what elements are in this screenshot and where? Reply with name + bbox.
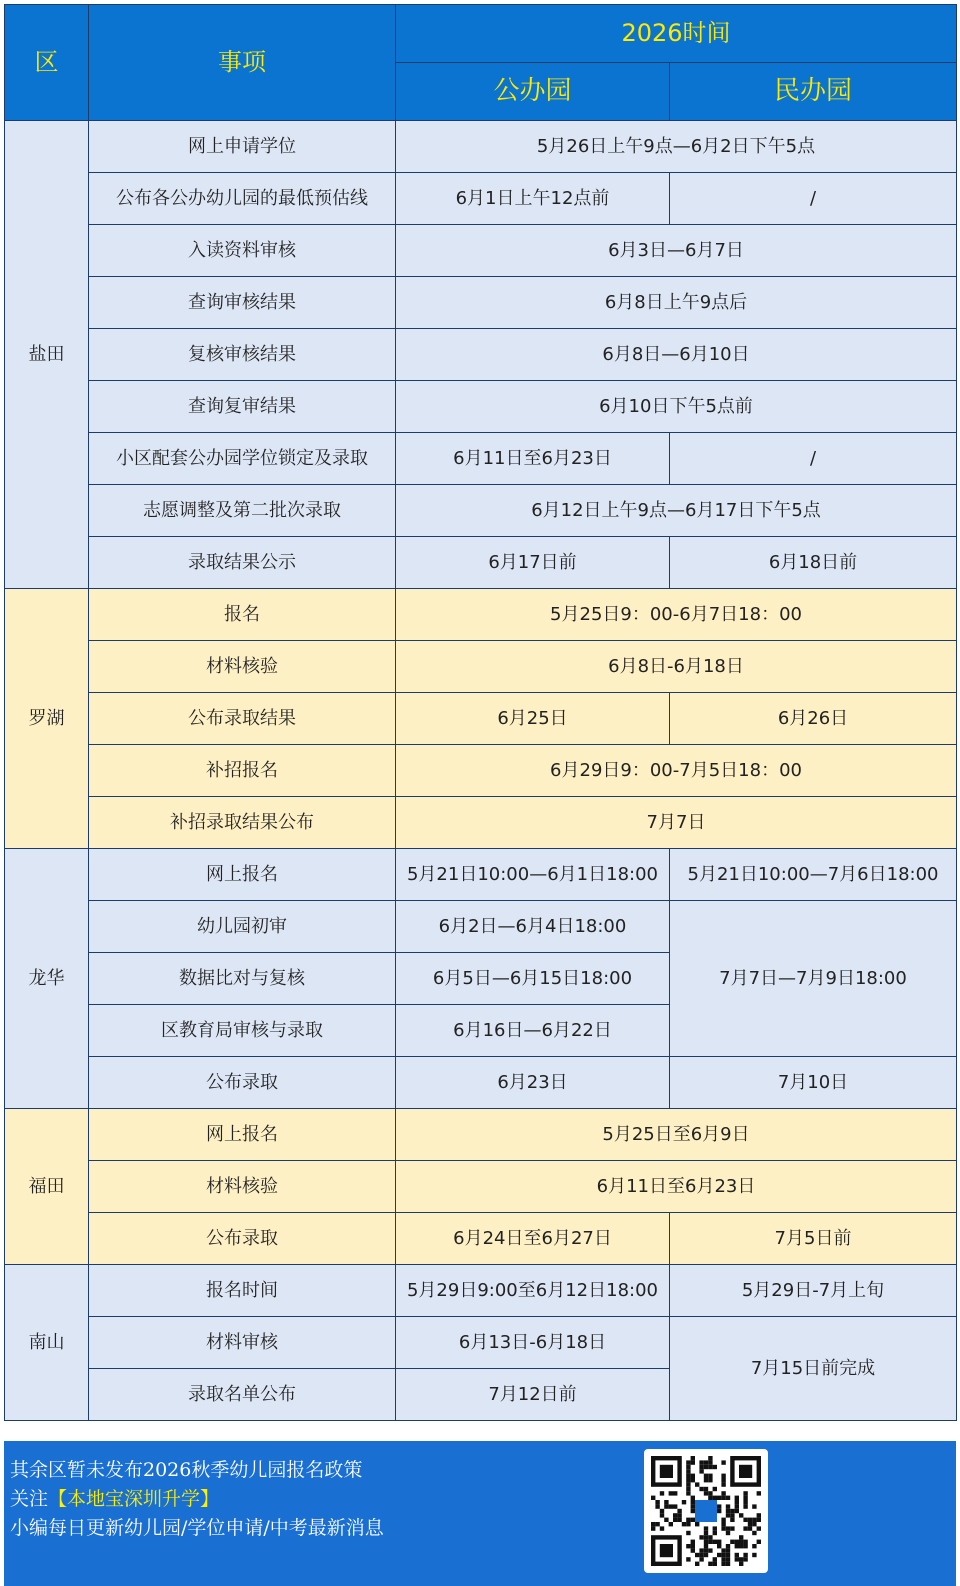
time-both-cell: 5月25日至6月9日 xyxy=(396,1109,957,1161)
header-item: 事项 xyxy=(89,5,396,121)
time-private-cell: 6月18日前 xyxy=(670,537,957,589)
header-private: 民办园 xyxy=(670,63,957,121)
footer-follow-prefix: 关注 xyxy=(10,1488,49,1510)
time-private-cell: 5月29日-7月上旬 xyxy=(670,1265,957,1317)
footer-banner xyxy=(4,1441,956,1586)
item-cell: 报名 xyxy=(89,589,396,641)
header-district: 区 xyxy=(5,5,89,121)
time-public-cell: 7月12日前 xyxy=(396,1369,670,1421)
item-cell: 复核审核结果 xyxy=(89,329,396,381)
time-both-cell: 6月8日—6月10日 xyxy=(396,329,957,381)
district-yantian: 盐田 xyxy=(5,121,89,589)
time-both-cell: 6月10日下午5点前 xyxy=(396,381,957,433)
item-cell: 公布录取 xyxy=(89,1213,396,1265)
time-public-cell: 6月25日 xyxy=(396,693,670,745)
time-both-cell: 6月29日9：00-7月5日18：00 xyxy=(396,745,957,797)
schedule-table xyxy=(4,4,957,1421)
item-cell: 数据比对与复核 xyxy=(89,953,396,1005)
time-private-cell: 6月26日 xyxy=(670,693,957,745)
time-public-cell: 6月1日上午12点前 xyxy=(396,173,670,225)
item-cell: 公布各公办幼儿园的最低预估线 xyxy=(89,173,396,225)
district-futian: 福田 xyxy=(5,1109,89,1265)
time-public-cell: 5月29日9:00至6月12日18:00 xyxy=(396,1265,670,1317)
qr-code-icon xyxy=(644,1449,768,1573)
item-cell: 录取结果公示 xyxy=(89,537,396,589)
time-public-cell: 6月17日前 xyxy=(396,537,670,589)
time-both-cell: 6月12日上午9点—6月17日下午5点 xyxy=(396,485,957,537)
item-cell: 补招录取结果公布 xyxy=(89,797,396,849)
footer-follow xyxy=(10,1484,219,1511)
time-public-cell: 6月16日—6月22日 xyxy=(396,1005,670,1057)
item-cell: 补招报名 xyxy=(89,745,396,797)
time-public-cell: 5月21日10:00—6月1日18:00 xyxy=(396,849,670,901)
time-public-cell: 6月24日至6月27日 xyxy=(396,1213,670,1265)
time-both-cell: 6月11日至6月23日 xyxy=(396,1161,957,1213)
item-cell: 材料审核 xyxy=(89,1317,396,1369)
item-cell: 公布录取结果 xyxy=(89,693,396,745)
item-cell: 录取名单公布 xyxy=(89,1369,396,1421)
footer-update-note: 小编每日更新幼儿园/学位申请/中考最新消息 xyxy=(10,1517,384,1539)
item-cell: 区教育局审核与录取 xyxy=(89,1005,396,1057)
time-public-cell: 6月23日 xyxy=(396,1057,670,1109)
time-private-cell: / xyxy=(670,173,957,225)
footer-account-name: 【本地宝深圳升学】 xyxy=(48,1488,220,1510)
time-private-merged-cell: 7月7日—7月9日18:00 xyxy=(670,901,957,1057)
header-time-group: 2026时间 xyxy=(396,5,957,63)
time-private-cell: 5月21日10:00—7月6日18:00 xyxy=(670,849,957,901)
footer-notice: 其余区暂未发布2026秋季幼儿园报名政策 xyxy=(10,1459,363,1481)
time-private-merged-cell: 7月15日前完成 xyxy=(670,1317,957,1421)
time-private-cell: 7月10日 xyxy=(670,1057,957,1109)
item-cell: 网上申请学位 xyxy=(89,121,396,173)
time-public-cell: 6月5日—6月15日18:00 xyxy=(396,953,670,1005)
time-both-cell: 6月8日上午9点后 xyxy=(396,277,957,329)
item-cell: 网上报名 xyxy=(89,1109,396,1161)
district-nanshan: 南山 xyxy=(5,1265,89,1421)
item-cell: 幼儿园初审 xyxy=(89,901,396,953)
item-cell: 查询复审结果 xyxy=(89,381,396,433)
item-cell: 材料核验 xyxy=(89,641,396,693)
time-both-cell: 7月7日 xyxy=(396,797,957,849)
item-cell: 查询审核结果 xyxy=(89,277,396,329)
time-public-cell: 6月2日—6月4日18:00 xyxy=(396,901,670,953)
item-cell: 小区配套公办园学位锁定及录取 xyxy=(89,433,396,485)
time-public-cell: 6月13日-6月18日 xyxy=(396,1317,670,1369)
qr-code-graphic xyxy=(644,1449,768,1573)
time-both-cell: 6月8日-6月18日 xyxy=(396,641,957,693)
time-both-cell: 5月26日上午9点—6月2日下午5点 xyxy=(396,121,957,173)
header-public: 公办园 xyxy=(396,63,670,121)
item-cell: 志愿调整及第二批次录取 xyxy=(89,485,396,537)
district-luohu: 罗湖 xyxy=(5,589,89,849)
time-private-cell: 7月5日前 xyxy=(670,1213,957,1265)
item-cell: 网上报名 xyxy=(89,849,396,901)
item-cell: 入读资料审核 xyxy=(89,225,396,277)
time-private-cell: / xyxy=(670,433,957,485)
time-both-cell: 6月3日—6月7日 xyxy=(396,225,957,277)
item-cell: 报名时间 xyxy=(89,1265,396,1317)
item-cell: 材料核验 xyxy=(89,1161,396,1213)
district-longhua: 龙华 xyxy=(5,849,89,1109)
time-public-cell: 6月11日至6月23日 xyxy=(396,433,670,485)
time-both-cell: 5月25日9：00-6月7日18：00 xyxy=(396,589,957,641)
item-cell: 公布录取 xyxy=(89,1057,396,1109)
